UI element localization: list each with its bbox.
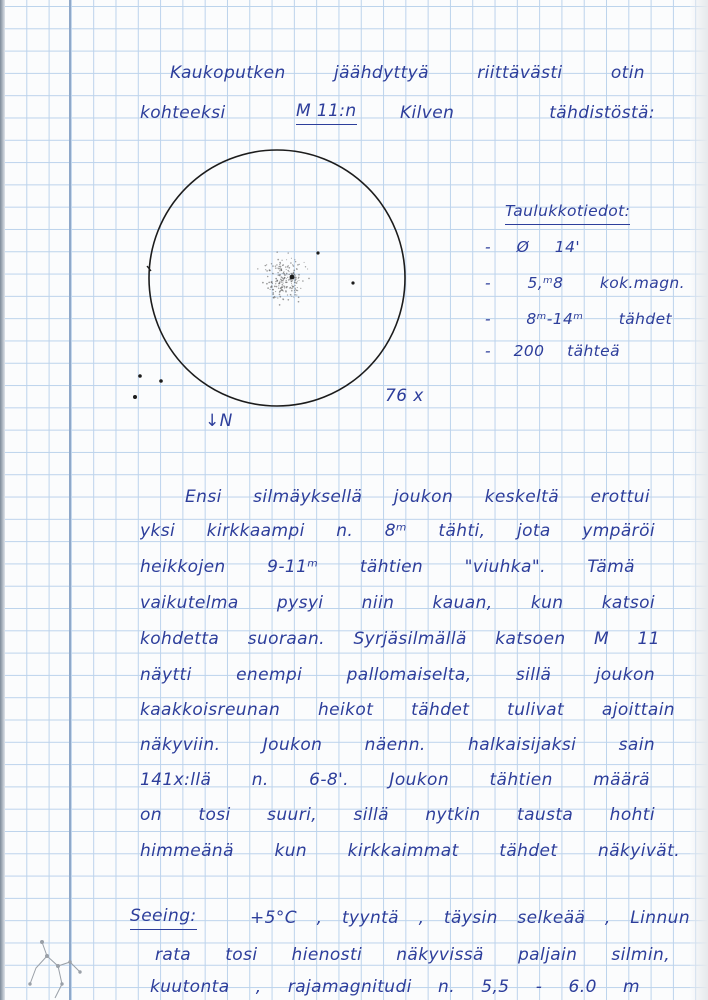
catalog-item-star-range: - 8ᵐ-14ᵐ tähdet: [485, 310, 672, 328]
cluster-dot: [297, 264, 299, 266]
cluster-dot: [294, 288, 295, 289]
cluster-dot: [277, 272, 278, 273]
cluster-dot: [286, 273, 288, 275]
cluster-dot: [282, 273, 283, 274]
cluster-dot: [291, 283, 292, 284]
cluster-dot: [296, 294, 297, 295]
cluster-dot: [286, 278, 287, 279]
cluster-dot: [284, 286, 286, 288]
cluster-dot: [276, 264, 277, 265]
note-line: näkyviin. Joukon näenn. halkaisijaksi sain: [140, 735, 655, 755]
cluster-dot: [282, 280, 283, 281]
cluster-dot: [287, 299, 289, 301]
cluster-dot: [281, 282, 282, 283]
cluster-dot: [281, 260, 282, 261]
cluster-dot: [295, 289, 296, 290]
heading-prefix: kohteeksi: [140, 103, 226, 123]
cluster-dot: [276, 278, 277, 279]
cluster-dot: [291, 296, 292, 297]
cluster-dot: [296, 282, 298, 284]
cluster-dot: [282, 299, 284, 301]
note-line: 141x:llä n. 6-8'. Joukon tähtien määrä: [140, 770, 650, 790]
cluster-dot: [282, 278, 283, 279]
cluster-stipple: [257, 251, 310, 305]
cluster-dot: [288, 271, 289, 272]
cluster-dot: [284, 275, 285, 276]
cluster-dot: [280, 279, 282, 281]
cluster-dot: [267, 276, 269, 278]
cluster-dot: [304, 262, 305, 263]
field-of-view-circle: [149, 150, 405, 406]
cluster-dot: [284, 287, 285, 288]
cluster-dot: [280, 288, 281, 289]
cluster-dot: [307, 268, 308, 269]
cluster-dot: [292, 280, 293, 281]
catalog-title: Taulukkotiedot:: [505, 199, 630, 225]
cluster-dot: [297, 290, 298, 291]
catalog-item-star-count: - 200 tähteä: [485, 342, 620, 360]
cluster-dot: [283, 273, 284, 274]
cluster-dot: [277, 280, 278, 281]
cluster-dot: [278, 274, 280, 276]
cluster-dot: [274, 286, 276, 288]
cluster-dot: [302, 280, 304, 282]
cluster-dot: [292, 286, 294, 288]
field-star: [351, 281, 354, 284]
cluster-dot: [287, 277, 288, 278]
cluster-dot: [296, 268, 298, 270]
cluster-dot: [280, 287, 281, 288]
cluster-dot: [269, 270, 270, 271]
cluster-dot: [272, 293, 274, 295]
cluster-dot: [295, 261, 296, 262]
cluster-dot: [283, 271, 284, 272]
cluster-dot: [279, 264, 280, 265]
cluster-dot: [273, 292, 274, 293]
seeing-label: Seeing:: [130, 904, 197, 930]
cluster-dot: [293, 273, 294, 274]
cluster-dot: [288, 274, 290, 276]
cluster-dot: [277, 259, 279, 261]
note-line: himmeänä kun kirkkaimmat tähdet näkyivät.: [140, 841, 680, 861]
cluster-dot: [282, 286, 283, 287]
note-line: heikkojen 9-11ᵐ tähtien "viuhka". Tämä: [140, 557, 635, 577]
note-line: Ensi silmäyksellä joukon keskeltä erottui: [185, 487, 650, 507]
cluster-dot: [272, 289, 274, 291]
cluster-dot: [283, 291, 284, 292]
cluster-dot: [285, 291, 287, 293]
cluster-dot: [295, 275, 296, 276]
cluster-dot: [257, 268, 258, 269]
note-line: kaakkoisreunan heikot tähdet tulivat ajoittain: [140, 700, 675, 720]
heading-line-1: Kaukoputken jäähdyttyä riittävästi otin: [170, 63, 645, 83]
cluster-dot: [271, 263, 272, 264]
cluster-dot: [291, 288, 293, 290]
cluster-dot: [293, 269, 295, 271]
cluster-dot: [280, 263, 281, 264]
cluster-dot: [293, 297, 294, 298]
note-line: näytti enempi pallomaiselta, sillä joukon: [140, 665, 655, 685]
cluster-dot: [295, 277, 297, 279]
cluster-dot: [286, 286, 288, 288]
cluster-dot: [298, 274, 300, 276]
cluster-dot: [282, 287, 283, 288]
cluster-dot: [282, 284, 283, 285]
cluster-dot: [279, 274, 281, 276]
cluster-dot: [286, 259, 287, 260]
cluster-dot: [291, 273, 292, 274]
heading-suffix: Kilven tähdistöstä:: [400, 103, 655, 123]
cluster-dot: [278, 288, 279, 289]
cluster-dot: [276, 286, 278, 288]
object-designation: M 11:n: [296, 99, 357, 125]
cluster-dot: [290, 262, 292, 264]
cluster-dot: [265, 269, 266, 270]
cluster-dot: [273, 297, 275, 299]
cluster-dot: [283, 283, 284, 284]
cluster-dot: [286, 280, 287, 281]
cluster-dot: [275, 283, 276, 284]
magnification-label: 76 x: [385, 386, 424, 406]
cluster-dot: [280, 281, 281, 282]
cluster-dot: [287, 294, 288, 295]
cluster-dot: [298, 280, 299, 281]
cluster-dot: [297, 287, 298, 288]
cluster-dot: [291, 258, 292, 259]
cluster-dot: [275, 267, 277, 269]
cluster-dot: [279, 304, 281, 306]
cluster-dot: [280, 266, 282, 268]
cluster-dot: [276, 251, 278, 253]
cluster-dot: [271, 285, 272, 286]
cluster-dot: [286, 269, 287, 270]
cluster-dot: [277, 297, 278, 298]
cluster-dot: [283, 264, 284, 265]
cluster-dot: [299, 264, 300, 265]
cluster-dot: [300, 288, 301, 289]
cluster-dot: [287, 266, 289, 268]
cluster-dot: [278, 285, 279, 286]
cluster-dot: [294, 291, 295, 292]
cluster-dot: [295, 278, 297, 280]
cluster-dot: [290, 287, 291, 288]
cluster-dot: [308, 278, 310, 280]
catalog-item-magnitude: - 5,ᵐ8 kok.magn.: [485, 274, 685, 292]
cluster-dot: [278, 266, 279, 267]
cluster-dot: [275, 297, 276, 298]
cluster-dot: [298, 277, 299, 278]
cluster-dot: [275, 291, 276, 292]
cluster-dot: [294, 294, 296, 296]
cluster-dot: [266, 270, 268, 272]
cluster-dot: [294, 259, 295, 260]
cluster-dot: [279, 294, 281, 296]
cluster-dot: [271, 281, 273, 283]
cluster-dot: [288, 279, 290, 281]
cluster-dot: [265, 265, 266, 266]
outside-star: [138, 374, 142, 378]
seeing-line: rata tosi hienosti näkyvissä paljain silmin,: [155, 945, 670, 965]
bright-star: [290, 275, 295, 280]
cluster-dot: [266, 264, 267, 265]
cluster-dot: [283, 285, 284, 286]
cluster-dot: [285, 266, 286, 267]
cluster-dot: [297, 281, 298, 282]
cluster-dot: [298, 301, 300, 303]
constellation-doodle: [29, 941, 81, 999]
cluster-dot: [278, 268, 280, 270]
cluster-dot: [294, 281, 295, 282]
cluster-dot: [272, 265, 273, 266]
cluster-dot: [294, 290, 295, 291]
cluster-dot: [288, 267, 290, 269]
cluster-dot: [269, 282, 270, 283]
cluster-dot: [284, 277, 286, 279]
cluster-dot: [280, 268, 281, 269]
catalog-item-diameter: - Ø 14': [485, 238, 580, 256]
north-arrow: ↓N: [205, 411, 233, 431]
cluster-dot: [279, 291, 280, 292]
cluster-dot: [272, 273, 274, 275]
seeing-line: kuutonta , rajamagnitudi n. 5,5 - 6.0 m: [150, 977, 640, 997]
cluster-dot: [285, 282, 287, 284]
cluster-dot: [291, 290, 293, 292]
cluster-dot: [288, 252, 289, 253]
outside-star: [133, 395, 137, 399]
cluster-dot: [294, 285, 295, 286]
cluster-dot: [279, 270, 280, 271]
cluster-dot: [266, 283, 268, 285]
cluster-dot: [290, 294, 292, 296]
cluster-dot: [292, 264, 293, 265]
note-line: yksi kirkkaampi n. 8ᵐ tähti, jota ympäröi: [140, 521, 655, 541]
cluster-dot: [281, 268, 283, 270]
note-line: vaikutelma pysyi niin kauan, kun katsoi: [140, 593, 655, 613]
cluster-dot: [267, 287, 269, 289]
outside-star: [159, 379, 163, 383]
cluster-dot: [279, 282, 281, 284]
note-line: kohdetta suoraan. Syrjäsilmällä katsoen M 11: [140, 629, 660, 649]
cluster-dot: [279, 296, 281, 298]
cluster-dot: [262, 282, 264, 284]
cluster-dot: [305, 266, 306, 267]
cluster-dot: [291, 285, 292, 286]
cluster-dot: [298, 296, 300, 298]
cluster-dot: [288, 270, 289, 271]
cluster-dot: [270, 289, 271, 290]
cluster-dot: [286, 274, 287, 275]
cluster-dot: [275, 281, 277, 283]
cluster-dot: [279, 281, 280, 282]
note-line: on tosi suuri, sillä nytkin tausta hohti: [140, 805, 655, 825]
seeing-line: +5°C , tyyntä , täysin selkeää , Linnun: [250, 908, 690, 928]
cluster-dot: [275, 266, 276, 267]
cluster-dot: [281, 289, 282, 290]
field-star: [316, 251, 319, 254]
